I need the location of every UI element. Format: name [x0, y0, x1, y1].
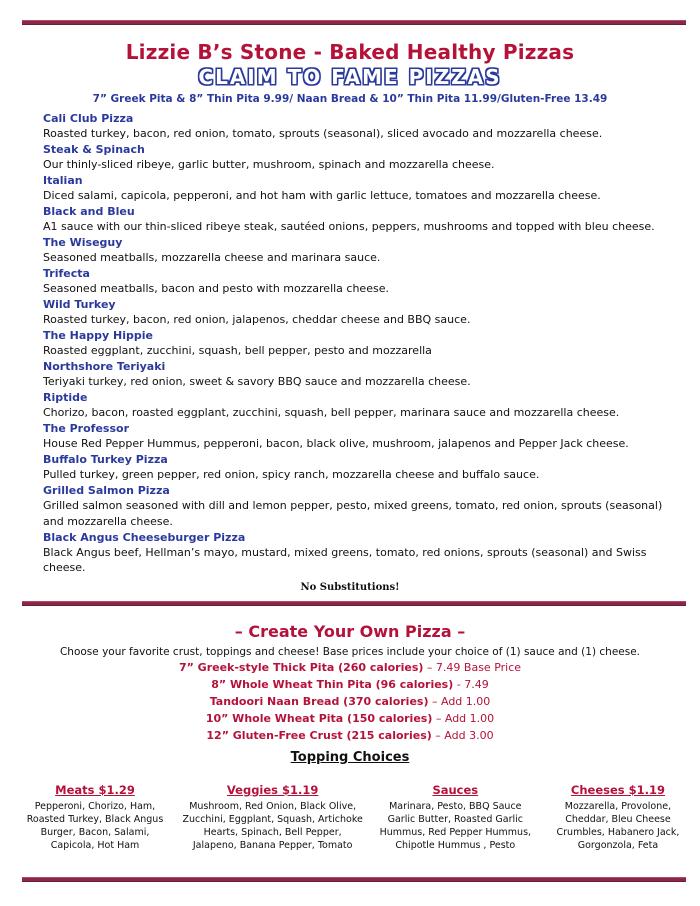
menu-item	[43, 236, 673, 266]
create-your-own-section	[0, 622, 700, 767]
topping-columns	[20, 782, 692, 852]
menu-header	[0, 40, 700, 106]
crust-name: Tandoori Naan Bread (370 calories)	[209, 695, 429, 708]
menu-item	[43, 174, 673, 204]
no-substitutions-note: No Substitutions!	[300, 582, 400, 593]
base-price-line: 7” Greek Pita & 8” Thin Pita 9.99/ Naan Bread & 10” Thin Pita 11.99/Gluten-Free 13.49	[92, 93, 608, 105]
menu-item	[43, 360, 673, 390]
item-name: The Happy Hippie	[43, 329, 153, 342]
crust-name: 12” Gluten-Free Crust (215 calories)	[206, 729, 432, 742]
item-name: The Professor	[43, 422, 129, 435]
item-name: Italian	[43, 174, 83, 187]
crust-name: 8” Whole Wheat Thin Pita (96 calories)	[211, 678, 454, 691]
veggies-line: Hearts, Spinach, Bell Pepper,	[203, 827, 342, 838]
item-name: The Wiseguy	[43, 236, 123, 249]
crust-option	[0, 727, 700, 744]
menu-item	[43, 453, 673, 483]
meats-title: Meats $1.29	[55, 783, 135, 797]
item-description: Teriyaki turkey, red onion, sweet & savory BBQ sauce and mozzarella cheese.	[43, 375, 471, 388]
pizza-menu-list	[43, 112, 673, 577]
bottom-divider	[22, 877, 686, 882]
menu-item	[43, 531, 673, 576]
create-your-own-intro: Choose your favorite crust, toppings and cheese! Base prices include your choice of (1) sauce and (1) cheese.	[59, 646, 641, 658]
item-description: Seasoned meatballs, bacon and pesto with mozzarella cheese.	[43, 282, 389, 295]
item-description: Black Angus beef, Hellman’s mayo, mustard, mixed greens, tomato, red onions, sprouts (seasonal) and Swiss cheese.	[43, 545, 647, 574]
item-name: Steak & Spinach	[43, 143, 145, 156]
meats-line: Capicola, Hot Ham	[50, 840, 140, 851]
crust-option	[0, 659, 700, 676]
cheeses-line: Crumbles, Habanero Jack,	[556, 827, 680, 838]
crust-price: – Add 1.00	[431, 695, 491, 708]
menu-item	[43, 391, 673, 421]
item-description: Roasted eggplant, zucchini, squash, bell pepper, pesto and mozzarella	[43, 344, 432, 357]
top-divider	[22, 20, 686, 25]
create-your-own-title: – Create Your Own Pizza –	[234, 622, 466, 641]
sauces-line: Chipotle Hummus , Pesto	[395, 840, 516, 851]
item-description: A1 sauce with our thin-sliced ribeye steak, sautéed onions, peppers, mushrooms and topped with bleu cheese.	[43, 220, 655, 233]
sauces-column	[375, 782, 535, 852]
menu-item	[43, 298, 673, 328]
item-description: Roasted turkey, bacon, red onion, jalapenos, cheddar cheese and BBQ sauce.	[43, 313, 471, 326]
section-title-claim-to-fame: CLAIM TO FAME PIZZAS	[198, 65, 502, 89]
item-description: Pulled turkey, green pepper, red onion, spicy ranch, mozzarella cheese and buffalo sauce.	[43, 468, 540, 481]
menu-item	[43, 329, 673, 359]
menu-item	[43, 112, 673, 142]
cheeses-line: Gorgonzola, Feta	[577, 840, 659, 851]
crust-price: – 7.49 Base Price	[426, 661, 522, 674]
item-name: Grilled Salmon Pizza	[43, 484, 170, 497]
item-description: Chorizo, bacon, roasted eggplant, zucchini, squash, bell pepper, marinara sauce and mozzarella cheese.	[43, 406, 620, 419]
item-name: Buffalo Turkey Pizza	[43, 453, 168, 466]
menu-item	[43, 484, 673, 529]
menu-item	[43, 143, 673, 173]
crust-price: - 7.49	[456, 678, 489, 691]
item-name: Cali Club Pizza	[43, 112, 134, 125]
veggies-line: Mushroom, Red Onion, Black Olive,	[189, 801, 357, 812]
crust-name: 7” Greek-style Thick Pita (260 calories)	[178, 661, 424, 674]
crust-option	[0, 676, 700, 693]
item-name: Wild Turkey	[43, 298, 116, 311]
cheeses-line: Mozzarella, Provolone,	[564, 801, 672, 812]
cheeses-line: Cheddar, Bleu Cheese	[565, 814, 671, 825]
restaurant-name: Lizzie B’s Stone - Baked Healthy Pizzas	[125, 40, 575, 64]
meats-column	[20, 782, 170, 852]
item-description: Grilled salmon seasoned with dill and lemon pepper, pesto, mixed greens, tomato, red onion, sprouts (seasonal) and mozzarella cheese.	[43, 499, 663, 528]
sauces-line: Garlic Butter, Roasted Garlic	[387, 814, 523, 825]
crust-option	[0, 710, 700, 727]
veggies-line: Zucchini, Eggplant, Squash, Artichoke	[182, 814, 363, 825]
item-name: Trifecta	[43, 267, 90, 280]
topping-choices-title: Topping Choices	[290, 750, 410, 765]
item-name: Black Angus Cheeseburger Pizza	[43, 530, 246, 544]
crust-price: – Add 3.00	[435, 729, 494, 742]
menu-item	[43, 205, 673, 235]
item-description: House Red Pepper Hummus, pepperoni, bacon, black olive, mushroom, jalapenos and Pepper Jack cheese.	[43, 437, 629, 450]
sauces-title: Sauces	[432, 783, 479, 797]
menu-item	[43, 267, 673, 297]
item-name: Black and Bleu	[43, 205, 135, 218]
item-name: Northshore Teriyaki	[43, 360, 166, 373]
menu-item	[43, 422, 673, 452]
cheeses-title: Cheeses $1.19	[570, 783, 666, 797]
crust-name: 10” Whole Wheat Pita (150 calories)	[205, 712, 433, 725]
item-description: Our thinly-sliced ribeye, garlic butter, mushroom, spinach and mozzarella cheese.	[43, 158, 495, 171]
veggies-title: Veggies $1.19	[226, 783, 319, 797]
cheeses-column	[544, 782, 692, 852]
veggies-line: Jalapeno, Banana Pepper, Tomato	[192, 840, 353, 851]
crust-price: – Add 1.00	[435, 712, 495, 725]
veggies-column	[179, 782, 367, 852]
sauces-line: Hummus, Red Pepper Hummus,	[379, 827, 532, 838]
item-description: Seasoned meatballs, mozzarella cheese and marinara sauce.	[43, 251, 381, 264]
middle-divider	[22, 601, 686, 606]
meats-line: Pepperoni, Chorizo, Ham,	[34, 801, 156, 812]
meats-line: Burger, Bacon, Salami,	[40, 827, 150, 838]
crust-option	[0, 693, 700, 710]
item-description: Roasted turkey, bacon, red onion, tomato, sprouts (seasonal), sliced avocado and mozzarella cheese.	[43, 127, 603, 140]
meats-line: Roasted Turkey, Black Angus	[26, 814, 164, 825]
item-description: Diced salami, capicola, pepperoni, and hot ham with garlic lettuce, tomatoes and mozzarella cheese.	[43, 189, 601, 202]
item-name: Riptide	[43, 391, 88, 404]
sauces-line: Marinara, Pesto, BBQ Sauce	[389, 801, 522, 812]
